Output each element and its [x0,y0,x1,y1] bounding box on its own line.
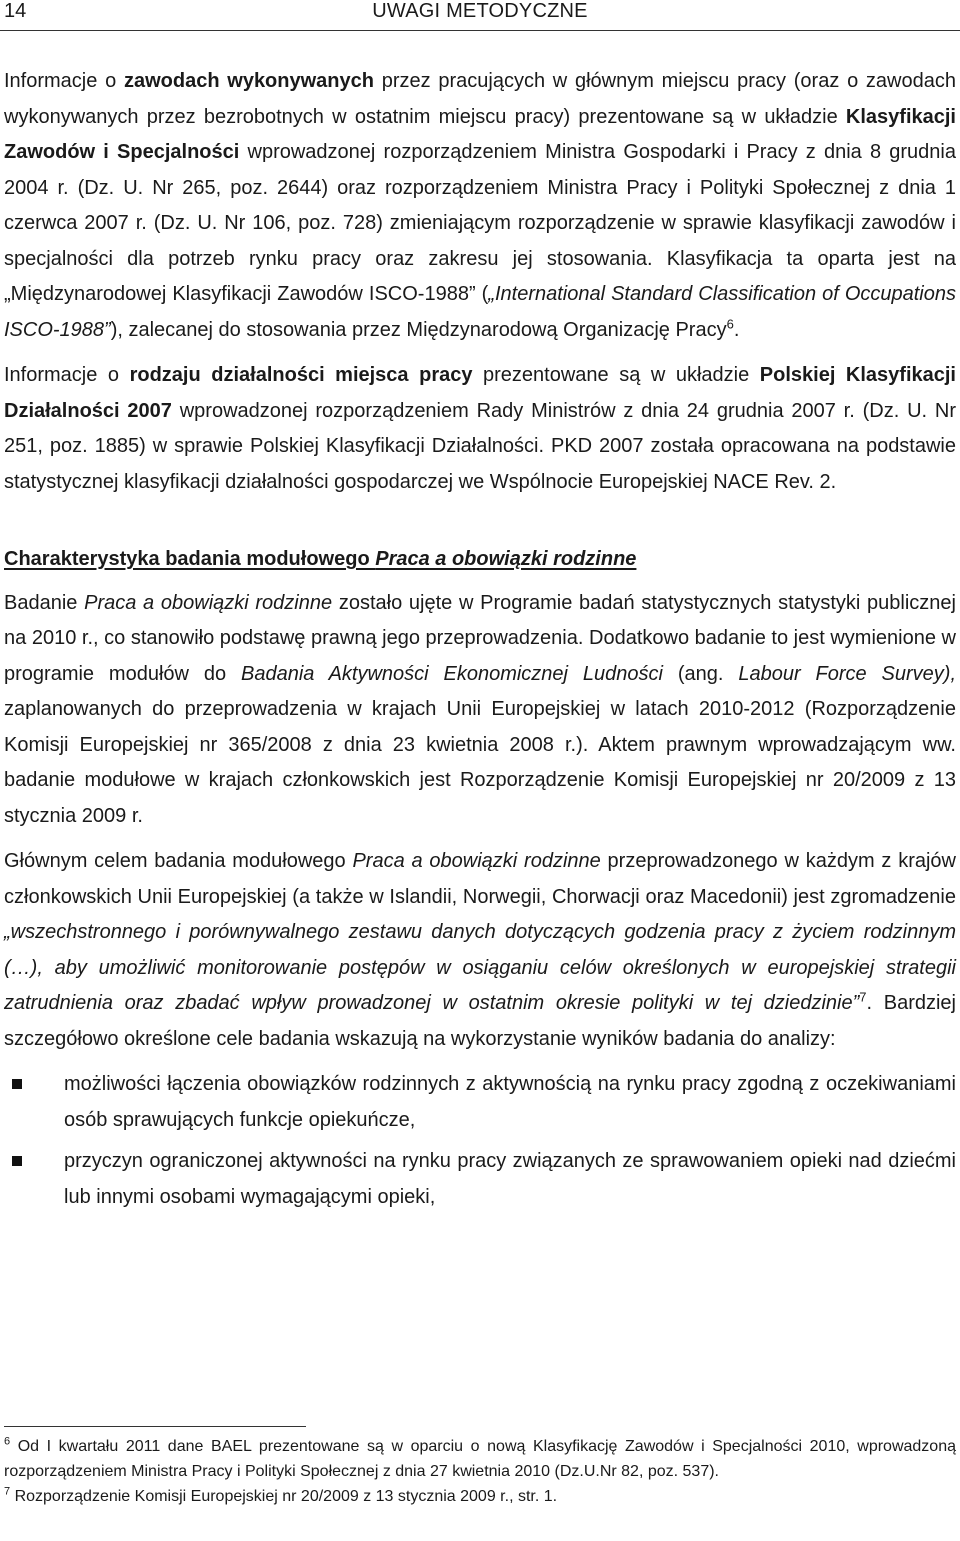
running-title: UWAGI METODYCZNE [372,0,588,22]
paragraph-activity [4,358,956,500]
footnote-7 [4,1484,956,1509]
footnote-text: Od I kwartału 2011 dane BAEL prezentowane są w oparciu o nową Klasyfikację Zawodów i Specjalności 2010, wprowadzoną rozporządzeniem Ministra Pracy i Polityki Społecznej z dnia 27 kwietnia 2010 (Dz.U.Nr 82, poz. 537). [4,1438,956,1480]
text-run: . [733,318,740,341]
text-run: wprowadzonej rozporządzeniem Ministra Gospodarki i Pracy z dnia 8 grudnia 2004 r. (Dz. U. Nr 265, poz. 2644) oraz rozporządzeniem Ministra Pracy i Polityki Społecznej z dnia 1 czerwca 2007 r. (Dz. U. Nr 106, poz. 728) zmieniającym rozporządzenie w sprawie klasyfikacji zawodów i specjalności dla potrzeb rynku pracy oraz zakresu jej stosowania. Klasyfikacja ta oparta jest na „Międzynarodowej Klasyfikacji Zawodów ISCO-1988” ( [4,141,956,305]
text-run: przeprowadzonego w każdym z krajów członkowskich Unii Europejskiej (a także w Islandii, Norwegii, Chorwacji oraz Macedonii) jest zgromadzenie [4,850,956,908]
text-run: Badanie [4,591,85,614]
page-header [0,0,960,30]
objectives-list [4,1067,956,1215]
text-run: zostało ujęte w Programie badań statystycznych statystyki publicznej na 2010 r., co stanowiło podstawę prawną jego przeprowadzenia. Dodatkowo badanie to jest wymienione w programie modułów do [4,591,956,685]
footnote-number: 6 [4,1435,11,1448]
paragraph-survey-basis [4,586,956,835]
footnote-number: 7 [4,1485,11,1498]
list-item-text: przyczyn ograniczonej aktywności na rynku pracy związanych ze sprawowaniem opieki nad dziećmi lub innymi osobami wymagającymi opieki, [64,1150,956,1208]
footnotes [4,1434,956,1509]
text-run: . Bardziej szczegółowo określone cele badania wskazują na wykorzystanie wyników badania do analizy: [4,992,957,1050]
text-run: ), zalecanej do stosowania przez Międzynarodową Organizację Pracy [110,318,727,341]
footnote-ref-7[interactable]: 7 [859,989,867,1005]
text-run: wprowadzonej rozporządzeniem Rady Ministrów z dnia 24 grudnia 2007 r. (Dz. U. Nr 251, poz. 1885) w sprawie Polskiej Klasyfikacji Działalności. PKD 2007 została opracowana na podstawie statystycznej klasyfikacji działalności gospodarczej we Wspólnocie Europejskiej NACE Rev. 2. [4,399,956,493]
bold-term: Klasyfikacji Zawodów i Specjalności [4,105,956,163]
italic-term: „International Standard Classification of Occupations ISCO-1988” [4,283,956,341]
paragraph-survey-goal [4,844,956,1057]
main-content [4,64,956,1221]
footnote-text: Rozporządzenie Komisji Europejskiej nr 20/2009 z 13 stycznia 2009 r., str. 1. [10,1488,558,1505]
italic-term: Badania Aktywności Ekonomicznej Ludności [241,662,663,685]
footnote-divider [4,1426,306,1427]
text-run: Głównym celem badania modułowego [4,850,353,872]
text-run: przez pracujących w głównym miejscu pracy (oraz o zawodach wykonywanych przez bezrobotnych w ostatnim miejscu pracy) prezentowane są w układzie [4,70,956,128]
square-bullet-icon [12,1079,22,1089]
text-run: zaplanowanych do przeprowadzenia w krajach Unii Europejskiej w latach 2010-2012 (Rozporządzenie Komisji Europejskiej nr 365/2008 z dnia 23 kwietnia 2008 r.). Aktem prawnym wprowadzającym ww. badanie modułowe w krajach członkowskich jest Rozporządzenie Komisji Europejskiej nr 20/2009 z 13 stycznia 2009 r. [4,698,956,827]
page-number: 14 [4,0,27,22]
text-run: (ang. [662,662,739,685]
italic-term: Praca a obowiązki rodzinne [352,850,601,872]
list-item [4,1144,956,1215]
text-run: Informacje o [4,364,130,386]
footnote-6 [4,1434,956,1484]
bold-term: rodzaju działalności miejsca pracy [129,364,473,386]
bold-term: Polskiej Klasyfikacji Działalności 2007 [4,364,956,422]
paragraph-occupations [4,64,956,348]
heading-italic: Praca a obowiązki rodzinne [375,548,637,570]
italic-term: Labour Force Survey), [738,662,956,685]
bold-term: zawodach wykonywanych [123,70,374,92]
header-divider [0,30,960,31]
text-run: prezentowane są w układzie [472,364,760,386]
italic-quote: „wszechstronnego i porównywalnego zestawu danych dotyczących godzenia pracy z życiem rodzinnym (…), aby umożliwić monitorowanie postępów w osiąganiu celów określonych w europejskiej strategii zatrudnienia oraz zbadać wpływ prowadzonej w ostatnim okresie polityki w tej dziedzinie” [4,921,956,1014]
list-item [4,1067,956,1138]
footnote-ref-6[interactable]: 6 [726,315,734,331]
square-bullet-icon [12,1156,22,1166]
text-run: Informacje o [4,70,124,92]
list-item-text: możliwości łączenia obowiązków rodzinnych z aktywnością na rynku pracy zgodną z oczekiwaniami osób sprawujących funkcje opiekuńcze, [64,1073,956,1131]
section-heading [4,542,956,578]
italic-term: Praca a obowiązki rodzinne [84,591,333,614]
heading-text: Charakterystyka badania modułowego [4,548,376,570]
